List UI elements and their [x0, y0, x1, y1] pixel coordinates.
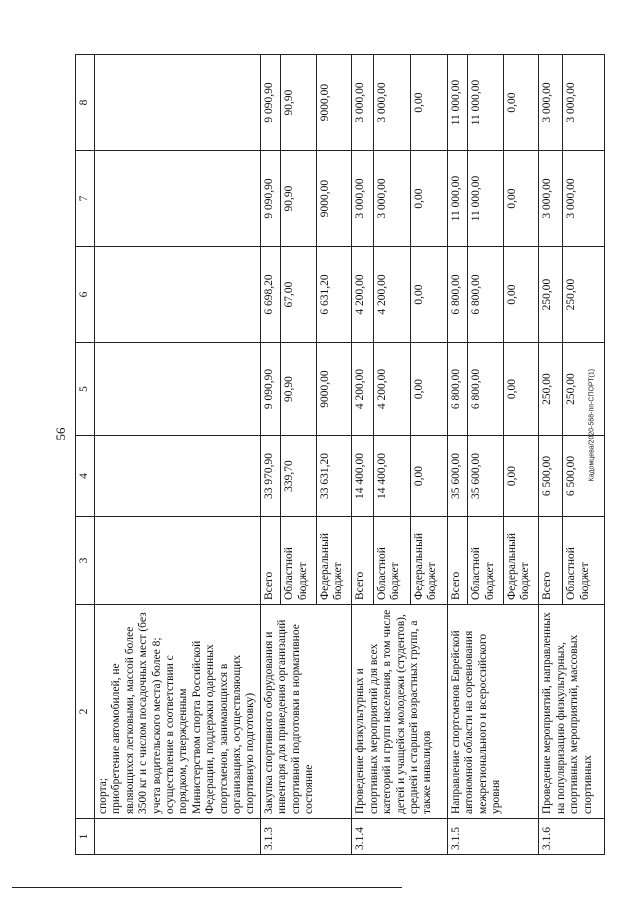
row-value: 3 000,00: [352, 151, 373, 247]
funding-source: Областной бюджет: [281, 517, 317, 605]
funding-source: Всего: [260, 517, 281, 605]
row-value: 6 800,00: [447, 343, 468, 436]
row-name: Закупка спортивного оборудования и инвентаря для приведения организаций спортивной подготовки в нормативное состояние: [260, 605, 352, 819]
row-code: 3.1.6: [539, 819, 605, 855]
row-name: Проведение физкультурных и спортивных мероприятий для всех категорий и групп населения, в том числе детей и учащейся молодежи (студентов), средней и старшей возрастных групп, а также инвалидов: [352, 605, 447, 819]
row-name: Направление спортсменов Еврейской автономной области на соревнования межрегионального и всероссийского уровня: [447, 605, 539, 819]
row-value: [95, 55, 261, 151]
row-value: [95, 247, 261, 343]
row-value: 6 800,00: [468, 247, 504, 343]
budget-table: [75, 54, 605, 855]
rotated-table-container: [75, 55, 605, 855]
row-value: 3 000,00: [373, 55, 410, 151]
row-value: 9000,00: [316, 151, 352, 247]
row-value: 6 800,00: [468, 343, 504, 436]
table-row: [539, 55, 563, 855]
row-value: 11 000,00: [468, 151, 504, 247]
row-value: 6 500,00: [539, 436, 563, 517]
row-value: [95, 343, 261, 436]
row-value: 4 200,00: [373, 343, 410, 436]
row-value: 11 000,00: [468, 55, 504, 151]
row-value: 9000,00: [316, 343, 352, 436]
row-value: 9 090,90: [260, 343, 281, 436]
row-value: 33 970,90: [260, 436, 281, 517]
row-value: 3 000,00: [373, 151, 410, 247]
row-value: 0,00: [410, 55, 447, 151]
row-value: 14 400,00: [352, 436, 373, 517]
table-row: [352, 55, 373, 855]
column-header: 2: [76, 605, 95, 819]
row-value: 6 631,20: [316, 247, 352, 343]
row-value: 250,00: [563, 247, 605, 343]
row-value: 0,00: [410, 247, 447, 343]
funding-source: Областной бюджет: [373, 517, 410, 605]
row-value: 4 200,00: [352, 343, 373, 436]
funding-source: Федеральный бюджет: [410, 517, 447, 605]
row-value: 4 200,00: [352, 247, 373, 343]
table-row: [260, 55, 281, 855]
funding-source: Областной бюджет: [563, 517, 605, 605]
row-value: 4 200,00: [373, 247, 410, 343]
funding-source: Всего: [539, 517, 563, 605]
row-value: 33 631,20: [316, 436, 352, 517]
column-header: 6: [76, 247, 95, 343]
row-value: 0,00: [410, 151, 447, 247]
row-value: 35 600,00: [447, 436, 468, 517]
row-value: 0,00: [410, 436, 447, 517]
funding-source: Всего: [447, 517, 468, 605]
row-value: 0,00: [503, 436, 539, 517]
row-value: 90,90: [281, 151, 317, 247]
column-header: 3: [76, 517, 95, 605]
funding-source: Федеральный бюджет: [503, 517, 539, 605]
row-name: Проведение мероприятий, направленных на популяризацию физкультурных, спортивных мероприятий, массовых спортивных: [539, 605, 605, 819]
column-header: 1: [76, 819, 95, 855]
row-source: [95, 517, 261, 605]
funding-source: Федеральный бюджет: [316, 517, 352, 605]
column-header: 8: [76, 55, 95, 151]
funding-source: Всего: [352, 517, 373, 605]
row-value: 90,90: [281, 343, 317, 436]
row-value: [95, 151, 261, 247]
row-value: 3 000,00: [563, 55, 605, 151]
table-row: [95, 55, 261, 855]
row-value: 3 000,00: [352, 55, 373, 151]
row-value: 6 800,00: [447, 247, 468, 343]
column-header: 5: [76, 343, 95, 436]
table-row: [447, 55, 468, 855]
funding-source: Областной бюджет: [468, 517, 504, 605]
row-value: 9 090,90: [260, 55, 281, 151]
row-value: 0,00: [503, 151, 539, 247]
row-value: 67,00: [281, 247, 317, 343]
row-code: 3.1.4: [352, 819, 447, 855]
row-value: 6 698,20: [260, 247, 281, 343]
table-header-row: [76, 55, 95, 855]
row-value: 0,00: [503, 343, 539, 436]
row-value: 250,00: [563, 343, 605, 436]
row-value: 0,00: [503, 55, 539, 151]
row-value: 339,70: [281, 436, 317, 517]
row-value: 3 000,00: [563, 151, 605, 247]
row-code: 3.1.5: [447, 819, 539, 855]
row-value: 0,00: [410, 343, 447, 436]
row-code: [95, 819, 261, 855]
row-value: 11 000,00: [447, 55, 468, 151]
column-header: 4: [76, 436, 95, 517]
row-value: [95, 436, 261, 517]
column-header: 7: [76, 151, 95, 247]
row-value: 9 090,90: [260, 151, 281, 247]
row-value: 0,00: [503, 247, 539, 343]
row-name: спорта; приобретение автомобилей, не являющихся легковыми, массой более 3500 кг и с числом посадочных мест (без учета водительского места) более 8; осуществление в соответствии с порядком, утвержденным Министерством спорта Российской Федерации, поддержки одаренных спортсменов, занимающихся в организациях, осуществляющих спортивную подготовку): [95, 605, 261, 819]
page-number: 56: [53, 427, 68, 441]
row-value: 250,00: [539, 343, 563, 436]
row-value: 3 000,00: [539, 151, 563, 247]
row-value: 9000,00: [316, 55, 352, 151]
row-value: 90,90: [281, 55, 317, 151]
row-value: 14 400,00: [373, 436, 410, 517]
row-value: 250,00: [539, 247, 563, 343]
bottom-rule: [12, 887, 402, 888]
document-footer-code: Кадомцева/2020-568-пп-СПОРТ(1): [588, 368, 596, 482]
row-value: 3 000,00: [539, 55, 563, 151]
row-value: 6 500,00: [563, 436, 605, 517]
row-value: 11 000,00: [447, 151, 468, 247]
row-value: 35 600,00: [468, 436, 504, 517]
row-code: 3.1.3: [260, 819, 352, 855]
